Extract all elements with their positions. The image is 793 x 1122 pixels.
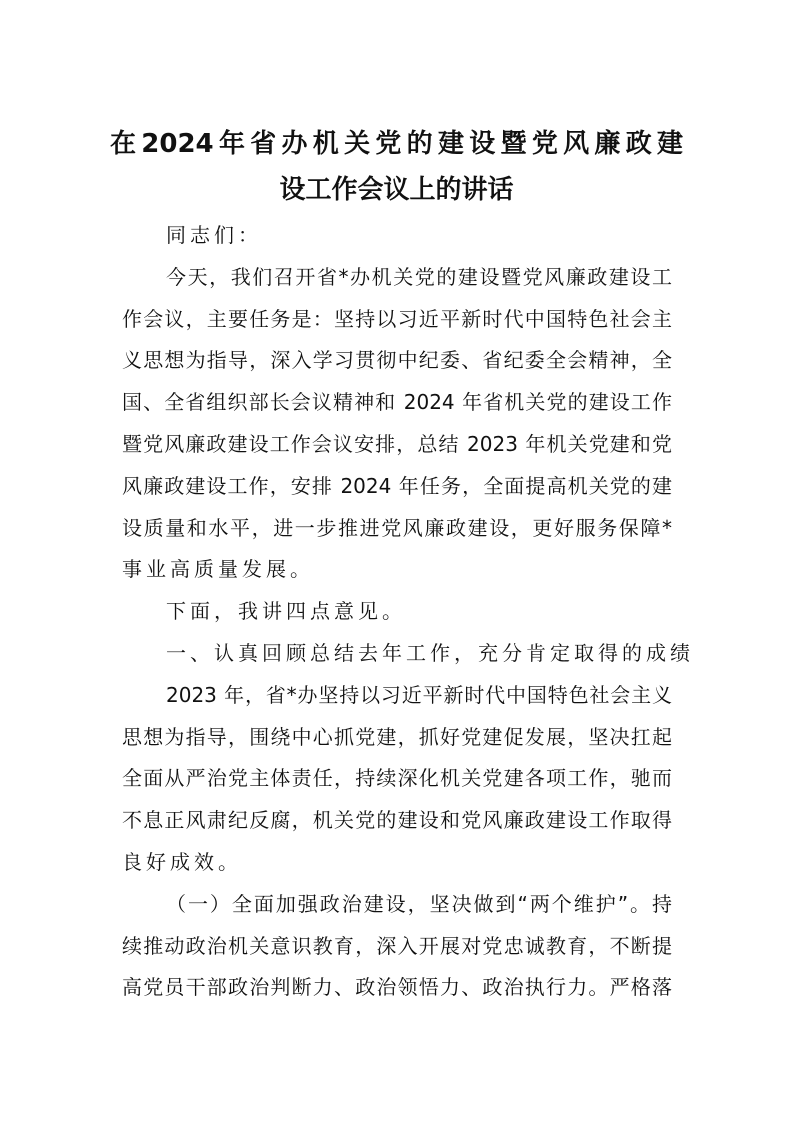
paragraph	[122, 591, 672, 633]
text-line: 续推动政治机关意识教育，深入开展对党忠诚教育，不断提	[122, 933, 672, 958]
text-line: （一）全面加强政治建设，坚决做到“两个维护”。持	[166, 891, 672, 916]
text-line: 高党员干部政治判断力、政治领悟力、政治执行力。严格落	[122, 975, 672, 1000]
text-line: 国、全省组织部长会议精神和 2024 年省机关党的建设工作	[122, 390, 672, 415]
text-line: 设质量和水平，进一步推进党风廉政建设，更好服务保障*	[122, 515, 672, 540]
text-line: 义思想为指导，深入学习贯彻中纪委、省纪委全会精神，全	[122, 348, 672, 373]
title-line: 在2024年省办机关党的建设暨党风廉政建	[110, 129, 683, 159]
text-line: 暨党风廉政建设工作会议安排，总结 2023 年机关党建和党	[122, 431, 672, 456]
text-line: 不息正风肃纪反腐，机关党的建设和党风廉政建设工作取得	[122, 808, 672, 833]
document-body	[122, 215, 694, 1009]
paragraph	[122, 884, 672, 1009]
title-line: 设工作会议上的讲话	[279, 175, 514, 205]
paragraph	[122, 215, 672, 257]
text-line: 作会议，主要任务是：坚持以习近平新时代中国特色社会主	[122, 306, 672, 331]
text-line: 2023 年，省*办坚持以习近平新时代中国特色社会主义	[166, 682, 672, 707]
paragraph	[122, 675, 672, 884]
text-line: 今天，我们召开省*办机关党的建设暨党风廉政建设工	[166, 264, 672, 289]
text-line: 一、认真回顾总结去年工作，充分肯定取得的成绩	[166, 640, 694, 665]
paragraph	[122, 633, 694, 675]
text-line: 思想为指导，围绕中心抓党建，抓好党建促发展，坚决扛起	[122, 724, 672, 749]
text-line: 下面，我讲四点意见。	[166, 599, 406, 624]
text-line: 良好成效。	[122, 849, 242, 874]
paragraph	[122, 257, 672, 591]
text-line: 全面从严治党主体责任，持续深化机关党建各项工作，驰而	[122, 766, 672, 791]
text-line: 事业高质量发展。	[122, 557, 314, 582]
text-line: 风廉政建设工作，安排 2024 年任务，全面提高机关党的建	[122, 473, 672, 498]
document-title	[110, 121, 683, 213]
text-line: 同志们：	[166, 223, 262, 247]
